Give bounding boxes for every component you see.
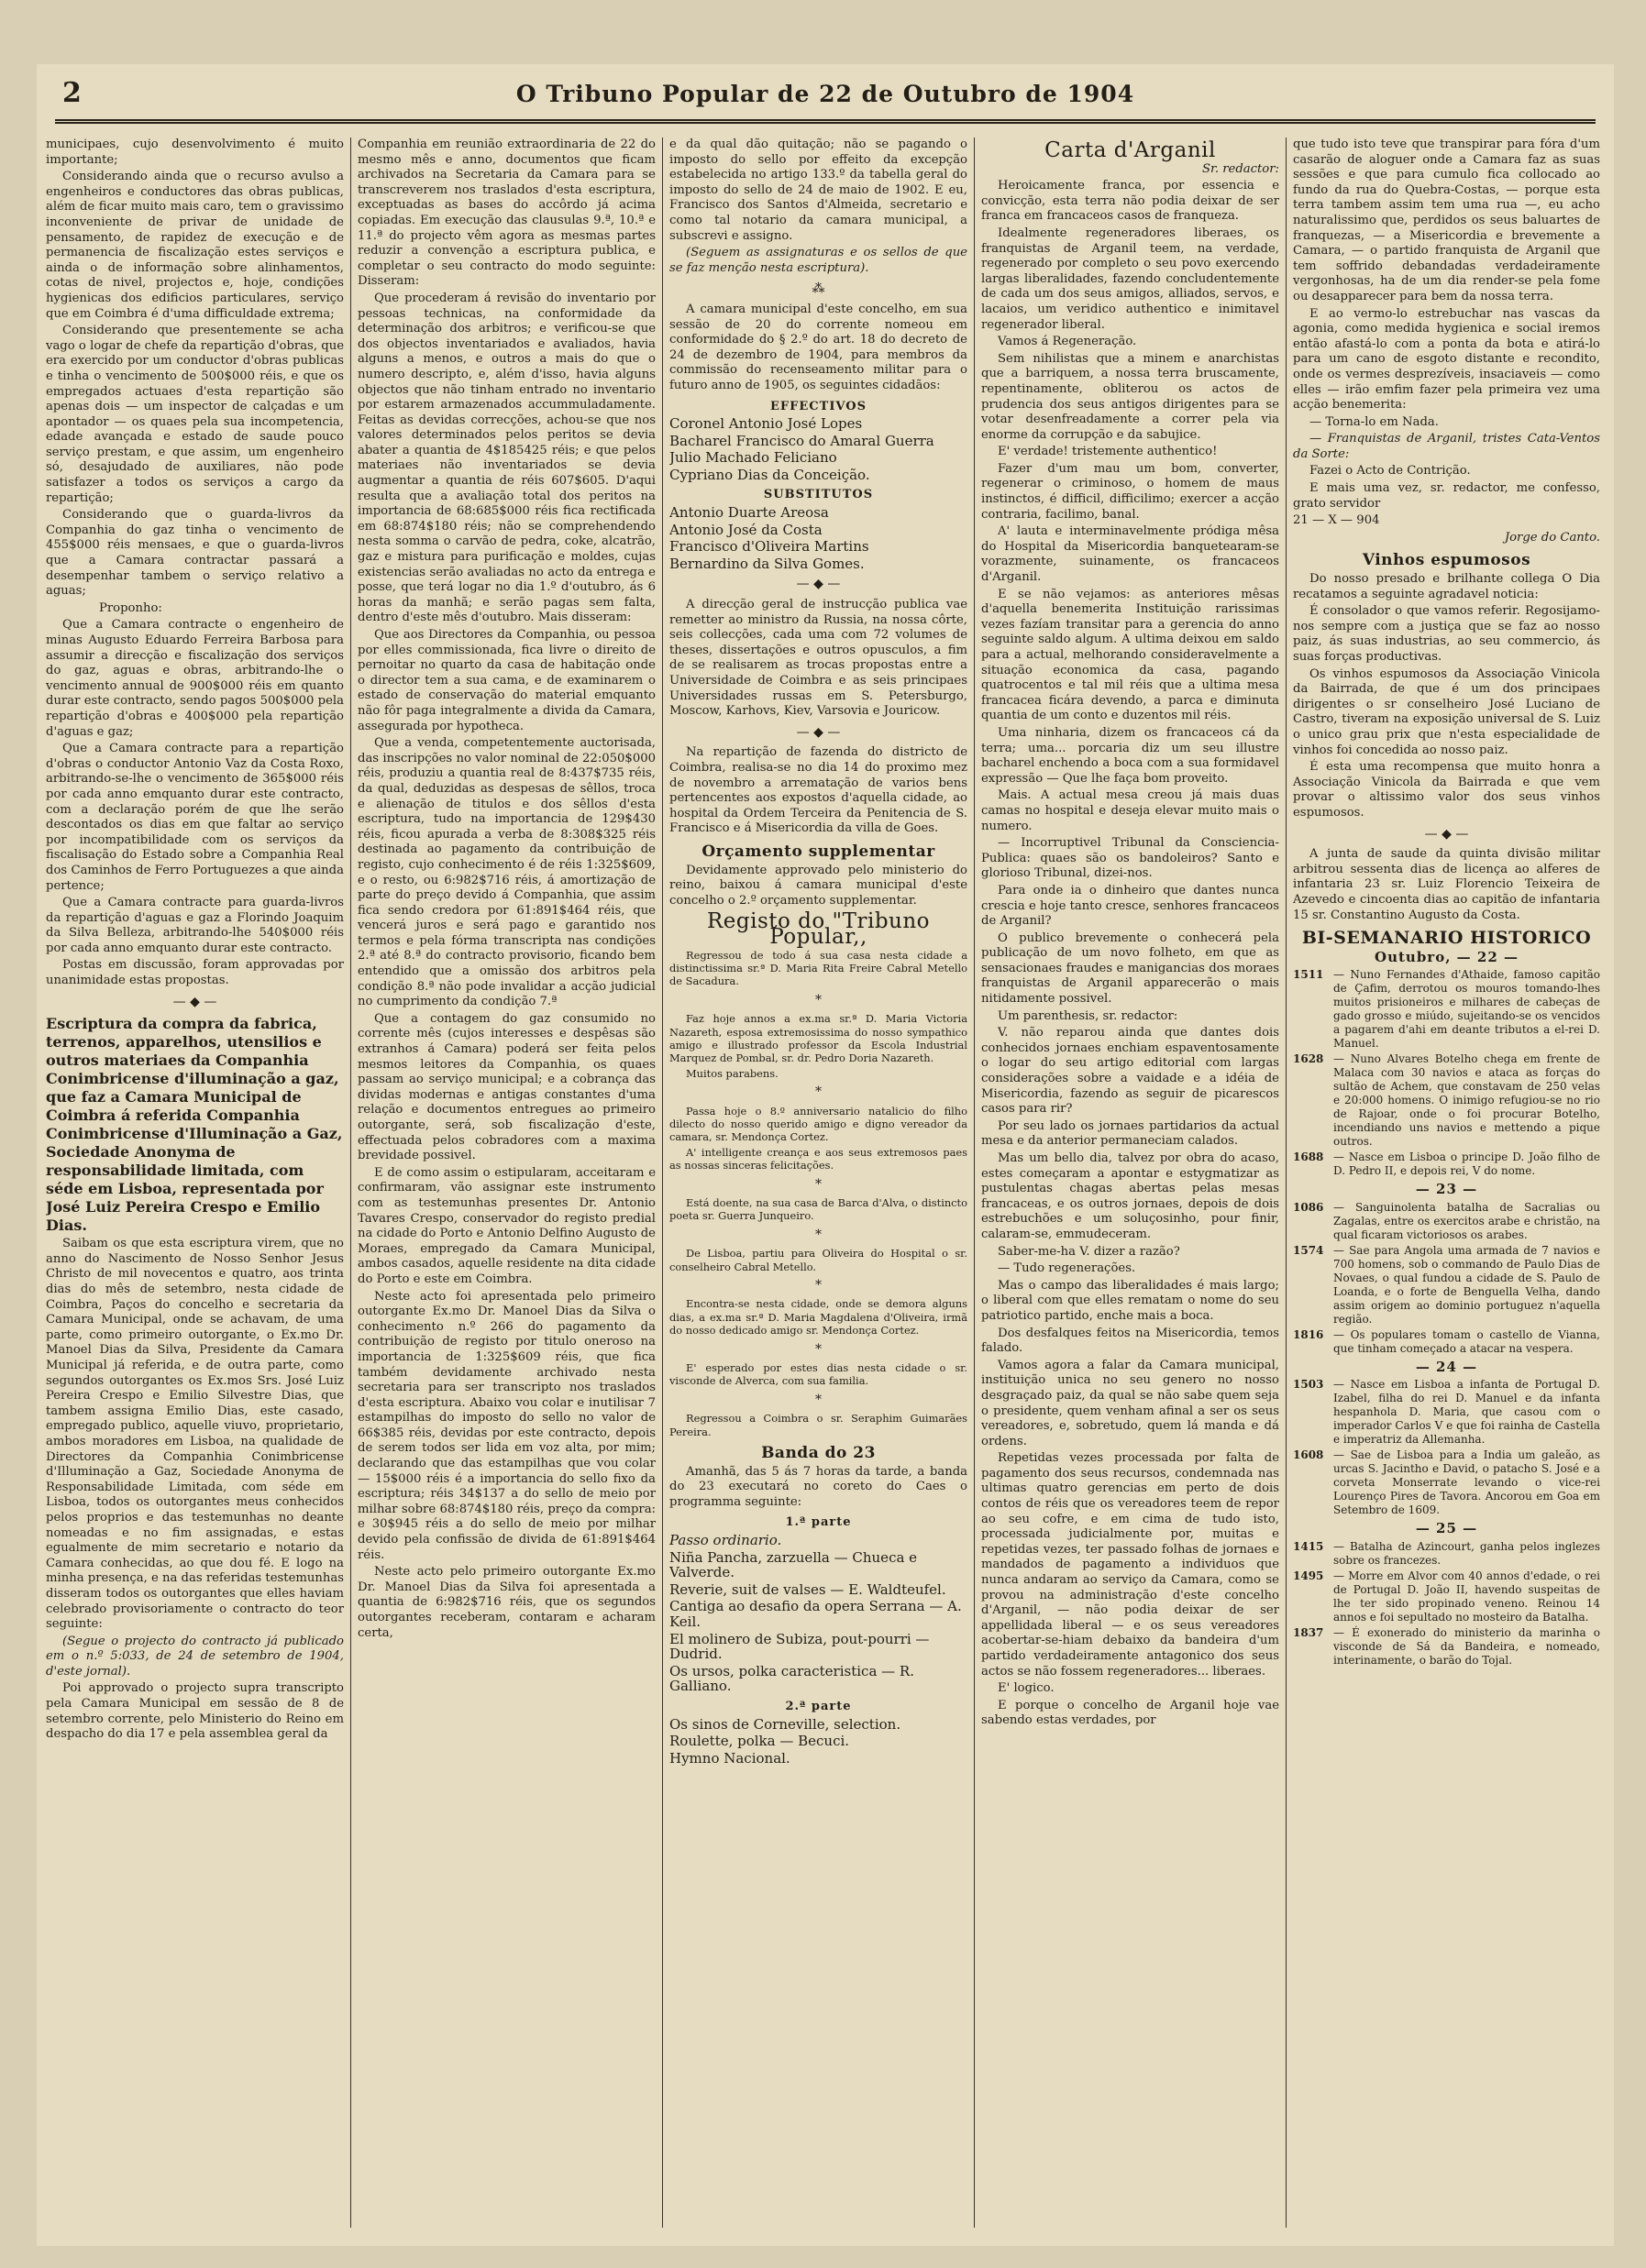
registo-item: A' intelligente creança e aos seus extremosos paes as nossas sinceras felicitações. <box>669 1145 967 1173</box>
column-4 <box>981 138 1279 2228</box>
paragraph: Por seu lado os jornaes partidarios da actual mesa e da anterior permaneciam calados. <box>981 1118 1279 1149</box>
paragraph: Mas o campo das liberalidades é mais largo; o liberal com que elles rematam o nome do seu patriotico partido, enche mais a boca. <box>981 1278 1279 1323</box>
ornament: — ◆ — <box>1424 826 1469 842</box>
paragraph: Companhia em reunião extraordinaria de 22 do mesmo mês e anno, documentos que ficam archivados na Secretaria da Camara para se transcreverem nos traslados d'esta escriptura, exceptuadas as bases do accôrdo já acima copiadas. Em execução das clausulas 9.ª, 10.ª e 11.ª do projecto vêm agora as mesmas partes reduzir a convenção a escriptura publica, e completar o seu contracto do modo seguinte: Disseram: <box>358 138 656 289</box>
effectivos-label: EFFECTIVOS <box>770 399 867 413</box>
program-item: Passo ordinario. <box>669 1532 782 1549</box>
paragraph: municipaes, cujo desenvolvimento é muito importante; <box>46 138 344 167</box>
history-text: — Nasce em Lisboa a infanta de Portugal D. Izabel, filha do rei D. Manuel e da infanta hespanhola D. Maria, que casou com o imperador Carlos V e que foi rainha de Castella e imperatriz da Allemanha. <box>1333 1378 1600 1447</box>
paragraph: A junta de saude da quinta divisão militar arbitrou sessenta dias de licença ao alferes de infantaria 23 sr. Luiz Florencio Teixeira de Azevedo e cincoenta dias ao capitão de infantaria 15 sr. Constantino Augusto da Costa. <box>1293 847 1600 922</box>
month-label: Outubro, — 22 — <box>1375 948 1519 965</box>
banda-title: Banda do 23 <box>761 1444 876 1463</box>
registo-item: Muitos parabens. <box>686 1066 779 1080</box>
history-year: 1495 <box>1293 1569 1324 1583</box>
paragraph: Poi approvado o projecto supra transcripto pela Camara Municipal em sessão de 8 de setembro corrente, pelo Ministerio do Reino em despacho do dia 17 e pela assemblea geral da <box>46 1681 344 1742</box>
program-item: Os ursos, polka caracteristica — R. Galliano. <box>669 1662 914 1695</box>
orcamento-title: Orçamento supplementar <box>701 842 935 861</box>
history-year: 1511 <box>1293 968 1324 982</box>
paragraph: É esta uma recompensa que muito honra a Associação Vinicola da Bairrada e que vem provar o altissimo valor dos seus vinhos espumosos. <box>1293 760 1600 820</box>
history-year: 1688 <box>1293 1151 1324 1164</box>
history-text: — Sae de Lisboa para a India um galeão, as urcas S. Jacintho e David, o patacho S. José e a corveta Monserrate levando o vice-rei Lourenço Pires de Tavora. Ancorou em Goa em Setembro de 1609. <box>1333 1448 1600 1517</box>
paragraph: Que a Camara contracte para a repartição d'obras o conductor Antonio Vaz da Costa Roxo, arbitrando-se-lhe o vencimento de 365$000 réis por cada anno emquanto durar este contracto, com a declaração porém de que lhe serão descontados os dias em que faltar ao serviço por incompatibilidade com os serviços da fiscalisação do Estado sobre a Companhia Real dos Caminhos de Ferro Portuguezes a que ainda pertence; <box>46 742 344 893</box>
list-item: Bacharel Francisco do Amaral Guerra <box>669 432 934 449</box>
paragraph: e da qual dão quitação; não se pagando o imposto do sello por effeito da excepção estabelecida no artigo 133.º da tabella geral do imposto do sello de 24 de maio de 1902. E eu, Francisco dos Santos d'Almeida, secretario e como tal notario da camara municipal, a subscrevi e assigno. <box>669 138 967 243</box>
paragraph: Sem nihilistas que a minem e anarchistas que a barriquem, a nossa terra bruscamente, repentinamente, obliterou os actos de prudencia dos seus antigos dirigentes para se votar desenfreadamente a correr pela via enorme da corrupção e da sabujice. <box>981 351 1279 442</box>
letter-date: 21 — X — 904 <box>1293 513 1380 528</box>
registo-item: Está doente, na sua casa de Barca d'Alva, o distincto poeta sr. Guerra Junqueiro. <box>669 1196 967 1223</box>
paragraph: Que a Camara contracte o engenheiro de minas Augusto Eduardo Ferreira Barbosa para assumir a direcção e fiscalização dos serviços do gaz, aguas e obras, arbitrando-lhe o vencimento annual de 900$000 réis em quanto durar este contracto, sendo pagos 500$000 pela repartição d'obras e 400$000 pela repartição d'aguas e gaz; <box>46 618 344 739</box>
history-text: — Sae para Angola uma armada de 7 navios e 700 homens, sob o commando de Paulo Dias de Novaes, o qual fundou a cidade de S. Paulo de Loanda, e o forte de Benguella Velha, dando assim origem ao dominio portuguez n'aquella região. <box>1333 1243 1600 1326</box>
paragraph: A camara municipal d'este concelho, em sua sessão de 20 do corrente nomeou em conformidade do § 2.º do art. 18 do decreto de 24 de dezembro de 1904, para membros da commissão do recenseamento militar para o futuro anno de 1905, os seguintes cidadãos: <box>669 302 967 392</box>
paragraph: Os vinhos espumosos da Associação Vinicola da Bairrada, de que é um dos principaes dirigentes o sr conselheiro José Luciano de Castro, tiveram na exposição universal de S. Luiz o unico grau prix que n'esta especialidade de vinhos foi concedida ao nosso paiz. <box>1293 666 1600 757</box>
scripture-title: Escriptura da compra da fabrica, terrenos, apparelhos, utensilios e outros materiaes da Companhia Conimbricense d'illuminação a gaz, que faz a Camara Municipal de Coimbra á referida Companhia Conimbricense d'Illuminação a Gaz, Sociedade Anonyma de responsabilidade limitada, com séde em Lisboa, representada por José Luiz Pereira Crespo e Emilio Dias. <box>46 1015 343 1235</box>
paragraph: E ao vermo-lo estrebuchar nas vascas da agonia, como medida hygienica e social iremos então afastá-lo com a ponta da bota e atirá-lo para um cano de esgoto distante e recondito, onde os vermes desprezíveis, insaciaveis — como elles — irão emfim fazer pela primeira vez uma acção benemerita: <box>1293 306 1600 413</box>
ornament: — ◆ — <box>796 577 841 592</box>
paragraph: Que a venda, competentemente auctorisada, das inscripções no valor nominal de 22:050$000 réis, produziu a quantia real de 8:437$735 réis, da qual, deduzidas as despesas de sêllos, troca e alienação de titulos e dos sêllos d'esta escriptura, tudo na importancia de 129$430 réis, ficou apurada a verba de 8:308$325 réis destinada ao pagamento da contribuição de registo, cujo conhecimento é de réis 1:325$609, e o resto, ou 6:982$716 réis, á amortização de parte do preço devido á Companhia, que assim fica sendo credora por 61:891$464 réis, que vencerá juros e será pago e garantido nos termos e pela fórma transcripta nas condições 2.ª até 8.ª do contracto provisorio, ficando bem entendido que a omissão dos arbitros pela condição 8.ª não pode invalidar a acção judicial no cumprimento da condição 7.ª <box>358 736 656 1009</box>
ornament: — ◆ — <box>796 724 841 740</box>
paragraph: Vamos agora a falar da Camara municipal, instituição unica no seu genero no nosso desgraçado paiz, da qual se não sabe quem seja o presidente, quem venham afinal a ser os seus vereadores, e, sobretudo, quem lá manda e dá ordens. <box>981 1358 1279 1448</box>
paragraph: E mais uma vez, sr. redactor, me confesso, grato servidor <box>1293 481 1600 511</box>
paragraph: Considerando que presentemente se acha vago o logar de chefe da repartição d'obras, que era exercido por um conductor d'obras publicas e tinha o vencimento de 500$000 réis, e que os empregados actuaes d'esta repartição são apenas dois — um inspector de calçadas e um apontador — os quaes pela sua incompetencia, edade avançada e estado de saude pouco serviço prestam, e que assim, um engenheiro só, desajudado de auxiliares, não pode satisfazer a todos os serviços a cargo da repartição; <box>46 324 344 505</box>
paragraph: Que aos Directores da Companhia, ou pessoa por elles commissionada, fica livre o direito de pernoitar no quarto da casa de habitação onde o director tem a sua cama, e de examinarem o estado de conservação do material emquanto não fôr paga integralmente a divida da Camara, assegurada por hypotheca. <box>358 628 656 733</box>
signature: Jorge do Canto. <box>1504 530 1600 545</box>
paragraph: Considerando que o guarda-livros da Companhia do gaz tinha o vencimento de 455$000 réis mensaes, e que o guarda-livros que a Camara contractar passará a desempenhar tambem o serviço relativo a aguas; <box>46 508 344 599</box>
history-text: — Nasce em Lisboa o principe D. João filho de D. Pedro II, e depois rei, V do nome. <box>1333 1151 1600 1178</box>
registo-item: Regressou de todo á sua casa nesta cidade a distinctissima sr.ª D. Maria Rita Freire Cabral Metello de Sacadura. <box>669 948 967 988</box>
registo-item: E' esperado por estes dias nesta cidade o sr. visconde de Alverca, com sua familia. <box>669 1361 967 1388</box>
paragraph: — Tudo regenerações. <box>998 1261 1136 1276</box>
program-item: Reverie, suit de valses — E. Waldteufel. <box>669 1580 946 1598</box>
ornament: * <box>815 1278 822 1294</box>
registo-item: Passa hoje o 8.º anniversario natalicio do filho dilecto do nosso querido amigo e digno vereador da camara, sr. Mendonça Cortez. <box>669 1104 967 1144</box>
paragraph: E se não vejamos: as anteriores mêsas d'aquella benemerita Instituição rarissimas vezes fazíam transitar para a gerencia do anno seguinte saldo algum. A ultima deixou em saldo para a actual, melhorando consideravelmente a situação economica da casa, pagando quatrocentos e tal mil réis que a ultima mesa francacea ficára devendo, a parca e diminuta quantia de um conto e duzentos mil réis. <box>981 587 1279 723</box>
page-header <box>55 73 1596 124</box>
registo-item: Encontra-se nesta cidade, onde se demora alguns dias, a ex.ma sr.ª D. Maria Magdalena d'Oliveira, irmã do nosso dedicado amigo sr. Mendonça Cortez. <box>669 1297 967 1338</box>
paragraph: Idealmente regeneradores liberaes, os franquistas de Arganil teem, na verdade, regenerado por completo o seu povo exercendo largas liberalidades, fazendo concludentemente de cada um dos seus amigos, alliados, servos, e lacaios, um veridico authentico e inimitavel regenerador liberal. <box>981 226 1279 332</box>
registo-title: Registo do "Tribuno Popular,, <box>706 909 931 949</box>
paragraph: A direcção geral de instrucção publica vae remetter ao ministro da Russia, na nossa côrte, seis collecções, cada uma com 72 volumes de theses, dissertações e outros opusculos, a fim de se realisarem as trocas propostas entre a Universidade de Coimbra e as seis principaes Universidades russas em S. Petersburgo, Moscow, Karhovs, Kiev, Varsovia e Jouricow. <box>669 598 967 719</box>
registo-item: Faz hoje annos a ex.ma sr.ª D. Maria Victoria Nazareth, esposa extremosissima do nosso sympathico amigo e illustrado professor da Escola Industrial Marquez de Pombal, sr. dr. Pedro Doria Nazareth. <box>669 1012 967 1065</box>
ornament: * <box>815 1392 822 1407</box>
history-year: 1628 <box>1293 1052 1324 1066</box>
paragraph: (Segue o projecto do contracto já publicado em o n.º 5:033, de 24 de setembro de 1904, d'este jornal). <box>46 1634 344 1679</box>
salutation: Sr. redactor: <box>1201 161 1279 176</box>
registo-item: De Lisboa, partiu para Oliveira do Hospital o sr. conselheiro Cabral Metello. <box>669 1247 967 1273</box>
paragraph: Mais. A actual mesa creou já mais duas camas no hospital e deseja elevar muito mais o numero. <box>981 788 1279 833</box>
list-item: Cypriano Dias da Conceição. <box>669 466 870 483</box>
history-text: — Nuno Alvares Botelho chega em frente de Malaca com 30 navios e ataca as forças do sultão de Achem, que constavam de 250 velas e 20:000 homens. O inimigo refugiou-se no rio de Rajoar, onde o foi procurar Botelho, incendiando uns navios e mettendo a pique outros. <box>1333 1052 1600 1149</box>
paragraph: Neste acto pelo primeiro outorgante Ex.mo Dr. Manoel Dias da Silva foi apresentada a quantia de 6:982$716 réis, que os segundos outorgantes receberam, contaram e acharam certa, <box>358 1565 656 1640</box>
list-item: Bernardino da Silva Gomes. <box>669 555 865 572</box>
paragraph: E porque o concelho de Arganil hoje vae sabendo estas verdades, por <box>981 1698 1279 1728</box>
paragraph: O publico brevemente o conhecerá pela publicação de um novo folheto, em que as sensacionaes fraudes e manigancias dos moraes franquistas de Arganil apparecerão o mais nitidamente possivel. <box>981 930 1279 1007</box>
paragraph: É consolador o que vamos referir. Regosijamo-nos sempre com a justiça que se faz ao nosso paiz, ás suas industrias, ao seu commercio, ás suas forças productivas. <box>1293 604 1600 664</box>
paragraph: — Torna-lo em Nada. <box>1309 414 1439 429</box>
paragraph: Heroicamente franca, por essencia e convicção, esta terra não podia deixar de ser franca em francaceos casos de franqueza. <box>981 179 1279 224</box>
paragraph: E' logico. <box>998 1681 1055 1696</box>
ornament: ⁂ <box>812 281 825 297</box>
day-label: — 25 — <box>1415 1520 1478 1537</box>
paragraph: — Incorruptivel Tribunal da Consciencia-Publica: quaes são os bandoleiros? Santo e glorioso Tribunal, dizei-nos. <box>981 836 1279 881</box>
program-item: Roulette, polka — Becuci. <box>669 1733 850 1750</box>
substitutos-label: SUBSTITUTOS <box>763 488 874 502</box>
ornament: * <box>815 992 822 1007</box>
ornament: * <box>815 1341 822 1357</box>
paragraph: Do nosso presado e brilhante collega O Dia recatamos a seguinte agradavel noticia: <box>1293 572 1600 601</box>
parte-2-label: 2.ª parte <box>785 1700 852 1713</box>
history-year: 1574 <box>1293 1243 1324 1257</box>
paragraph: Mas um bello dia, talvez por obra do acaso, estes começaram a apontar e estygmatizar as pustulentas chagas abertas pelas mesas francaceas, e os outros jornaes, depois de dois estrebuchões e um soluçosinho, pour finir, calaram-se, emmudeceram. <box>981 1151 1279 1241</box>
program-item: El molinero de Subiza, pout-pourri — Dudrid. <box>669 1630 930 1663</box>
history-text: — É exonerado do ministerio da marinha o visconde de Sá da Bandeira, e nomeado, interinamente, o barão do Tojal. <box>1333 1626 1600 1668</box>
paragraph: Que procederam á revisão do inventario por pessoas technicas, na conformidade da determinação dos arbitros; e verificou-se que dos objectos inventariados e avaliados, havia alguns a menos, e outros a mais do que o numero descripto, e, além d'isso, havia alguns objectos que não tinham entrado no inventario por estarem armazenados accummuladamente. Feitas as devidas correcções, achou-se que nos valores determinados pelos peritos se devia abater a quantia de 4$185425 réis; e que pelos materiaes não inventariados se devia augmentar a quantia de réis 607$605. D'aqui resulta que a avaliação total dos peritos na importancia de 68:685$000 réis fica rectificada em 68:874$180 réis; não se comprehendendo nesta somma o carvão de pedra, coke, alcatrão, gaz e mistura para purificação e moldes, cujas existencias serão avaliadas no acto da entrega e posse, que terá logar no dia 1.º d'outubro, ás 6 horas da manhã; e serão pagas sem falta, dentro d'este mês d'outubro. Mais disseram: <box>358 291 656 625</box>
ornament: * <box>815 1176 822 1192</box>
paragraph: A' lauta e interminavelmente pródiga mêsa do Hospital da Misericordia banquetearam-se vorazmente, suinamente, os francaceos d'Arganil. <box>981 524 1279 585</box>
history-text: — Batalha de Azincourt, ganha pelos inglezes sobre os francezes. <box>1333 1540 1600 1568</box>
paragraph: Fazei o Acto de Contrição. <box>1309 464 1471 479</box>
masthead-title: O Tribuno Popular de 22 de Outubro de 1904 <box>515 81 1135 107</box>
registo-item: Regressou a Coimbra o sr. Seraphim Guimarães Pereira. <box>669 1412 967 1438</box>
ornament: * <box>815 1227 822 1242</box>
paragraph: que tudo isto teve que transpirar para fóra d'um casarão de aloguer onde a Camara faz as suas sessões e que para cumulo fica collocado ao fundo da rua do Quebra-Costas, — porque esta terra tambem assim tem uma rua —, eu acho naturalissimo que, perdidos os seus baluartes de franquezas, — a Misericordia e brevemente a Camara, — o partido franquista de Arganil que tem soffrido debandadas verdadeiramente vergonhosas, ha de um dia render-se pela fome ou desapparecer para bem da nossa terra. <box>1293 138 1600 303</box>
history-text: — Sanguinolenta batalha de Sacralias ou Zagalas, entre os exercitos arabe e christão, na qual ficaram victoriosos os arabes. <box>1333 1200 1600 1241</box>
paragraph: Que a contagem do gaz consumido no corrente mês (cujos interesses e despêsas são extranhos á Camara) poderá ser feita pelos mesmos leitores da Companhia, os quaes passam ao serviço municipal; e a cobrança das dividas modernas e antigas constantes d'uma relação e documentos entregues ao primeiro outorgante, será, sob fiscalização d'este, effectuada pelos cobradores com a maxima brevidade possivel. <box>358 1011 656 1163</box>
column-2 <box>358 138 656 2228</box>
paragraph: Saibam os que esta escriptura virem, que no anno do Nascimento de Nosso Senhor Jesus Christo de mil novecentos e quatro, aos trinta dias do mês de setembro, nesta cidade de Coimbra, Paços do concelho e secretaria da Camara Municipal, onde se achavam, de uma parte, como primeiro outorgante, o Ex.mo Dr. Manoel Dias da Silva, Presidente da Camara Municipal já referida, e de outra parte, como segundos outorgantes os Ex.mos Srs. José Luiz Pereira Crespo e Emilio Silvestre Dias, que tambem assigna Emilio Dias, este casado, empregado publico, aquelle viuvo, proprietario, ambos moradores em Lisboa, na qualidade de Directores da Companhia Conimbricense d'Illuminação a Gaz, Sociedade Anonyma de Responsabilidade Limitada, com séde em Lisboa, todos os outorgantes meus conhecidos pelos proprios e das testemunhas no deante nomeadas e no fim assignadas, e estas egualmente de mim secretario e notario da Camara conhecidas, ao que dou fé. E logo na minha presença, e na das referidas testemunhas disseram todos os outorgantes que elles haviam celebrado provisoriamente o contracto do teor seguinte: <box>46 1237 344 1632</box>
program-item: Hymno Nacional. <box>669 1749 790 1767</box>
history-year: 1816 <box>1293 1327 1324 1341</box>
paragraph: Neste acto foi apresentada pelo primeiro outorgante Ex.mo Dr. Manoel Dias da Silva o conhecimento n.º 266 do pagamento da contribuição de registo por titulo oneroso na importancia de 1:325$609 réis, que fica também devidamente archivado nesta secretaria para ser transcripto nos traslados d'esta escriptura. Abaixo vou colar e inutilisar 7 estampilhas do imposto do sello no valor de 66$385 réis, devidas por este contracto, depois de serem todos ser lida em voz alta, por mim; declarando que das estampilhas que vou colar — 15$000 réis é a importancia do sello fixo da escriptura; réis 34$137 a do sello de meio por milhar sobre 68:874$180 réis, preço da compra: e 30$945 réis a do sello de meio por milhar devido pela confissão de divida de 61:891$464 réis. <box>358 1289 656 1562</box>
page-number: 2 <box>62 77 82 109</box>
newspaper-page <box>37 64 1614 2246</box>
paragraph: Um parenthesis, sr. redactor: <box>998 1008 1178 1023</box>
column-3 <box>669 138 967 2228</box>
history-year: 1415 <box>1293 1540 1324 1554</box>
paragraph: Na repartição de fazenda do districto de Coimbra, realisa-se no dia 14 do proximo mez de novembro a arrematação de varios bens pertencentes aos expostos d'aquella cidade, ao hospital da Ordem Terceira da Penitencia de S. Francisco e á Misericordia da villa de Goes. <box>669 745 967 836</box>
paragraph: Vamos á Regeneração. <box>998 335 1137 349</box>
program-item: Niña Pancha, zarzuella — Chueca e Valverde. <box>669 1548 918 1581</box>
program-item: Os sinos de Corneville, selection. <box>669 1715 901 1733</box>
history-year: 1086 <box>1293 1200 1324 1214</box>
paragraph: Para onde ia o dinheiro que dantes nunca crescia e hoje tanto cresce, senhores francaceos de Arganil? <box>981 883 1279 929</box>
ornament: * <box>815 1084 822 1100</box>
history-year: 1503 <box>1293 1378 1324 1392</box>
history-year: 1837 <box>1293 1626 1324 1640</box>
list-item: Antonio José da Costa <box>669 521 823 538</box>
history-text: — Nuno Fernandes d'Athaide, famoso capitão de Çafim, derrotou os mouros tomando-lhes muitos prisioneiros e milhares de cabeças de gado grosso e miúdo, sujeitando-se os vencidos a pagarem d'ahi em deante tributos a el-rei D. Manuel. <box>1333 968 1600 1051</box>
paragraph: E de como assim o estipularam, acceitaram e confirmaram, vão assignar este instrumento com as testemunhas presentes Dr. Antonio Tavares Crespo, conservador do registo predial na cidade do Porto e Antonio Delfino Augusto de Moraes, empregado da Camara Municipal, ambos casados, aquelle residente na dita cidade do Porto e este em Coimbra. <box>358 1165 656 1286</box>
paragraph: Dos desfalques feitos na Misericordia, temos falado. <box>981 1326 1279 1356</box>
list-item: Coronel Antonio José Lopes <box>669 415 863 433</box>
paragraph: Saber-me-ha V. dizer a razão? <box>998 1244 1180 1259</box>
list-item: Julio Machado Feliciano <box>669 449 837 467</box>
paragraph: Repetidas vezes processada por falta de pagamento dos seus recursos, condemnada nas ultimas quatro gerencias em perto de dois contos de réis que os vereadores teem de repor ao seu cofre, e em cima de tudo isto, processada judicialmente por, muitas e repetidas vezes, ter passado folhas de jornaes e mandados de pagamento a individuos que nunca andaram ao serviço da Camara, como se provou na administração d'este concelho d'Arganil, — não podia deixar de ser appellidada liberal — e os seus vereadores acobertar-se-hiam debaixo da bandeira d'um partido verdadeiramente antagonico dos seus actos se não fossem regeneradores... liberaes. <box>981 1451 1279 1679</box>
paragraph: (Seguem as assignaturas e os sellos de que se faz menção nesta escriptura). <box>669 246 967 275</box>
program-item: Cantiga ao desafio da opera Serrana — A. Keil. <box>669 1598 962 1631</box>
paragraph: E' verdade! tristemente authentico! <box>998 445 1218 459</box>
paragraph: Que a Camara contracte para guarda-livros da repartição d'aguas e gaz a Florindo Joaquim da Silva Belleza, arbitrando-lhe 540$000 réis por cada anno emquanto durar este contracto. <box>46 896 344 955</box>
list-item: Francisco d'Oliveira Martins <box>669 538 869 556</box>
historico-title: BI-SEMANARIO HISTORICO <box>1301 928 1592 949</box>
paragraph: Fazer d'um mau um bom, converter, regenerar o criminoso, o homem de maus instinctos, é difficil, difficilimo; exercer a acção contraria, facilimo, banal. <box>981 461 1279 522</box>
paragraph: — Franquistas de Arganil, tristes Cata-Ventos da Sorte: <box>1293 432 1600 461</box>
history-year: 1608 <box>1293 1448 1324 1462</box>
paragraph: V. não reparou ainda que dantes dois conhecidos jornaes enchiam espaventosamente o logar do seu artigo editorial com largas considerações sobre a vaidade e a idéia de Misericordia, fazendo as seguir de picarescos casos para rir? <box>981 1026 1279 1117</box>
carta-title: Carta d'Arganil <box>1044 138 1216 162</box>
paragraph: Uma ninharia, dizem os francaceos cá da terra; uma... porcaria diz um seu illustre bacharel enchendo a boca com a sua formidavel expressão — Que lhe faça bom proveito. <box>981 725 1279 786</box>
day-label: — 24 — <box>1415 1358 1478 1375</box>
paragraph: Postas em discussão, foram approvadas por unanimidade estas propostas. <box>46 958 344 988</box>
history-text: — Morre em Alvor com 40 annos d'edade, o rei de Portugal D. João II, havendo suspeitas de lhe ter sido propinado veneno. Reinou 14 annos e foi sepultado no mosteiro da Batalha. <box>1333 1569 1600 1624</box>
ornament: — ◆ — <box>172 994 217 1009</box>
history-text: — Os populares tomam o castello de Vianna, que tinham começado a atacar na vespera. <box>1333 1327 1600 1355</box>
paragraph: Devidamente approvado pelo ministerio do reino, baixou á camara municipal d'este concelho o 2.º orçamento supplementar. <box>669 863 967 908</box>
paragraph: Amanhã, das 5 ás 7 horas da tarde, a banda do 23 executará no coreto do Caes o programma seguinte: <box>669 1464 967 1509</box>
paragraph: Proponho: <box>99 600 162 615</box>
paragraph: Considerando ainda que o recurso avulso a engenheiros e conductores das obras publicas, além de ficar muito mais caro, tem o gravissimo inconveniente de privar de unidade de pensamento, de rapidez de execução e de permanencia de fiscalização estes serviços e ainda o de informação sobre alinhamentos, cotas de nivel, projectos e, hoje, condições hygienicas dos edificios particulares, serviço que em Coimbra é d'uma difficuldade extrema; <box>46 170 344 321</box>
list-item: Antonio Duarte Areosa <box>669 504 829 522</box>
parte-1-label: 1.ª parte <box>785 1515 852 1530</box>
vinhos-title: Vinhos espumosos <box>1362 551 1531 570</box>
column-1 <box>46 138 344 2228</box>
day-label: — 23 — <box>1415 1181 1478 1198</box>
